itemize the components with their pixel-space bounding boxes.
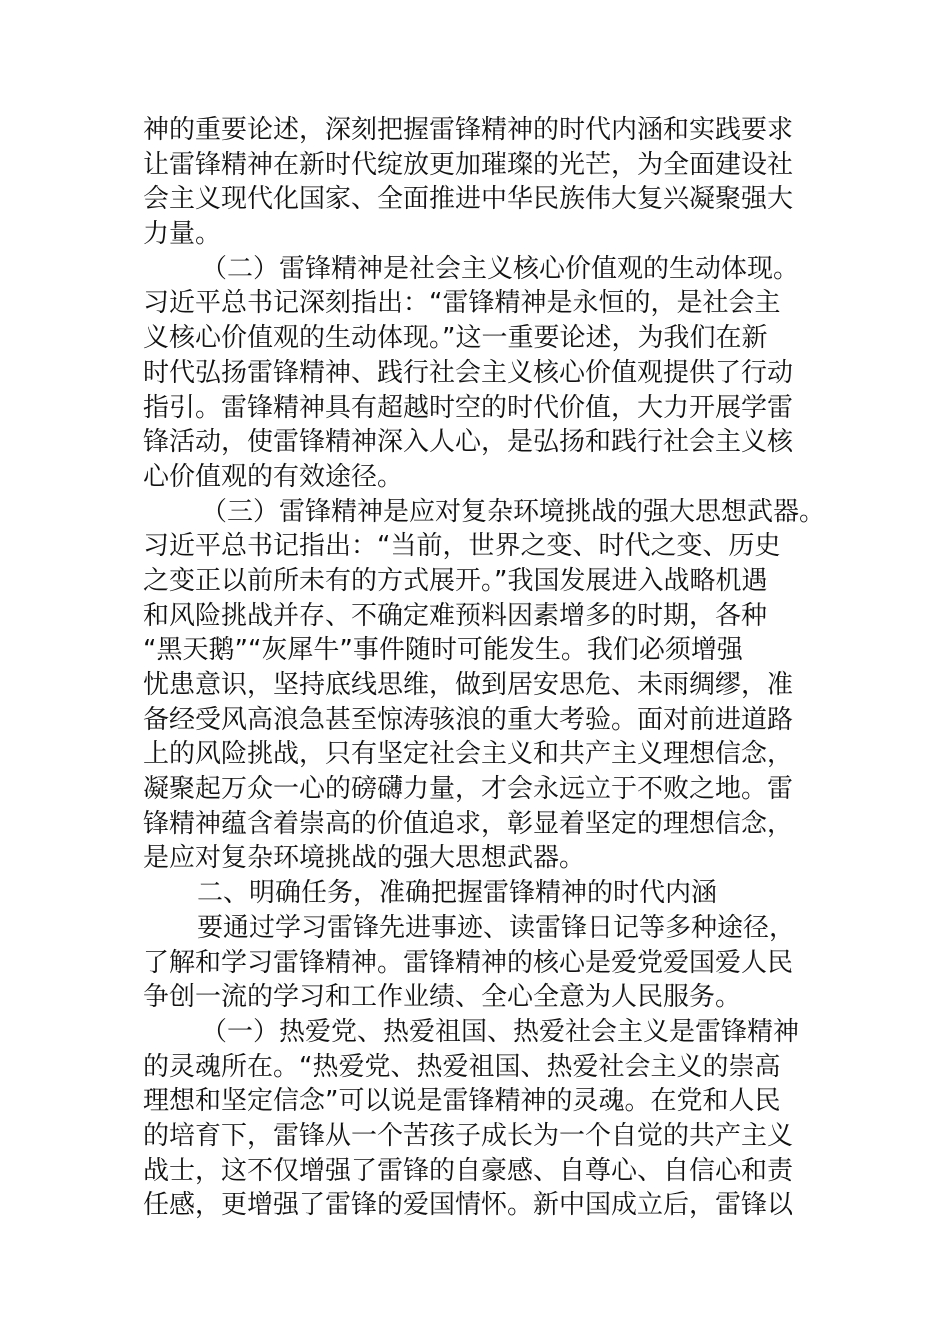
section-heading-line: （三）雷锋精神是应对复杂环境挑战的强大思想武器。 bbox=[201, 496, 826, 527]
text-line: 锋活动，使雷锋精神深入人心，是弘扬和践行社会主义核 bbox=[143, 427, 794, 458]
text-line: 的灵魂所在。“热爱党、热爱祖国、热爱社会主义的崇高 bbox=[143, 1051, 781, 1082]
text-line: 心价值观的有效途径。 bbox=[143, 461, 404, 492]
chapter-heading-line: 二、明确任务，准确把握雷锋精神的时代内涵 bbox=[197, 878, 718, 909]
text-line: 了解和学习雷锋精神。雷锋精神的核心是爱党爱国爱人民 bbox=[143, 947, 794, 978]
text-line: 忧患意识，坚持底线思维，做到居安思危、未雨绸缪，准 bbox=[143, 670, 794, 700]
text-line: 习近平总书记深刻指出：“雷锋精神是永恒的，是社会主 bbox=[143, 288, 781, 319]
text-line: 会主义现代化国家、全面推进中华民族伟大复兴凝聚强大 bbox=[143, 184, 794, 215]
section-heading-line: （二）雷锋精神是社会主义核心价值观的生动体现。 bbox=[201, 253, 800, 284]
text-line: 要通过学习雷锋先进事迹、读雷锋日记等多种途径， bbox=[197, 912, 796, 943]
text-line: 争创一流的学习和工作业绩、全心全意为人民服务。 bbox=[143, 982, 742, 1013]
text-line: 神的重要论述，深刻把握雷锋精神的时代内涵和实践要求 bbox=[143, 115, 794, 145]
text-line: 是应对复杂环境挑战的强大思想武器。 bbox=[143, 843, 586, 874]
text-line: 和风险挑战并存、不确定难预料因素增多的时期，各种 bbox=[143, 600, 768, 631]
text-line: 之变正以前所未有的方式展开。”我国发展进入战略机遇 bbox=[143, 565, 768, 596]
text-line: 上的风险挑战，只有坚定社会主义和共产主义理想信念， bbox=[143, 739, 794, 770]
text-line: 习近平总书记指出：“当前，世界之变、时代之变、历史 bbox=[143, 531, 781, 562]
text-line: 时代弘扬雷锋精神、践行社会主义核心价值观提供了行动 bbox=[143, 357, 794, 388]
text-line: “黑天鹅”“灰犀牛”事件随时可能发生。我们必须增强 bbox=[143, 635, 743, 666]
text-line: 力量。 bbox=[143, 219, 222, 250]
text-line: 任感，更增强了雷锋的爱国情怀。新中国成立后，雷锋以 bbox=[143, 1190, 794, 1221]
text-line: 凝聚起万众一心的磅礴力量，才会永远立于不败之地。雷 bbox=[143, 774, 794, 805]
text-line: 的培育下，雷锋从一个苦孩子成长为一个自觉的共产主义 bbox=[143, 1120, 794, 1151]
text-line: 让雷锋精神在新时代绽放更加璀璨的光芒，为全面建设社 bbox=[143, 149, 794, 180]
text-line: 理想和坚定信念”可以说是雷锋精神的灵魂。在党和人民 bbox=[143, 1086, 781, 1117]
text-line: 备经受风高浪急甚至惊涛骇浪的重大考验。面对前进道路 bbox=[143, 704, 794, 735]
text-line: 指引。雷锋精神具有超越时空的时代价值，大力开展学雷 bbox=[143, 392, 794, 423]
text-line: 义核心价值观的生动体现。”这一重要论述，为我们在新 bbox=[143, 323, 768, 354]
section-heading-line: （一）热爱党、热爱祖国、热爱社会主义是雷锋精神 bbox=[201, 1016, 800, 1047]
document-body bbox=[143, 113, 826, 1223]
text-line: 锋精神蕴含着崇高的价值追求，彰显着坚定的理想信念， bbox=[143, 808, 794, 839]
text-line: 战士，这不仅增强了雷锋的自豪感、自尊心、自信心和责 bbox=[143, 1155, 794, 1186]
